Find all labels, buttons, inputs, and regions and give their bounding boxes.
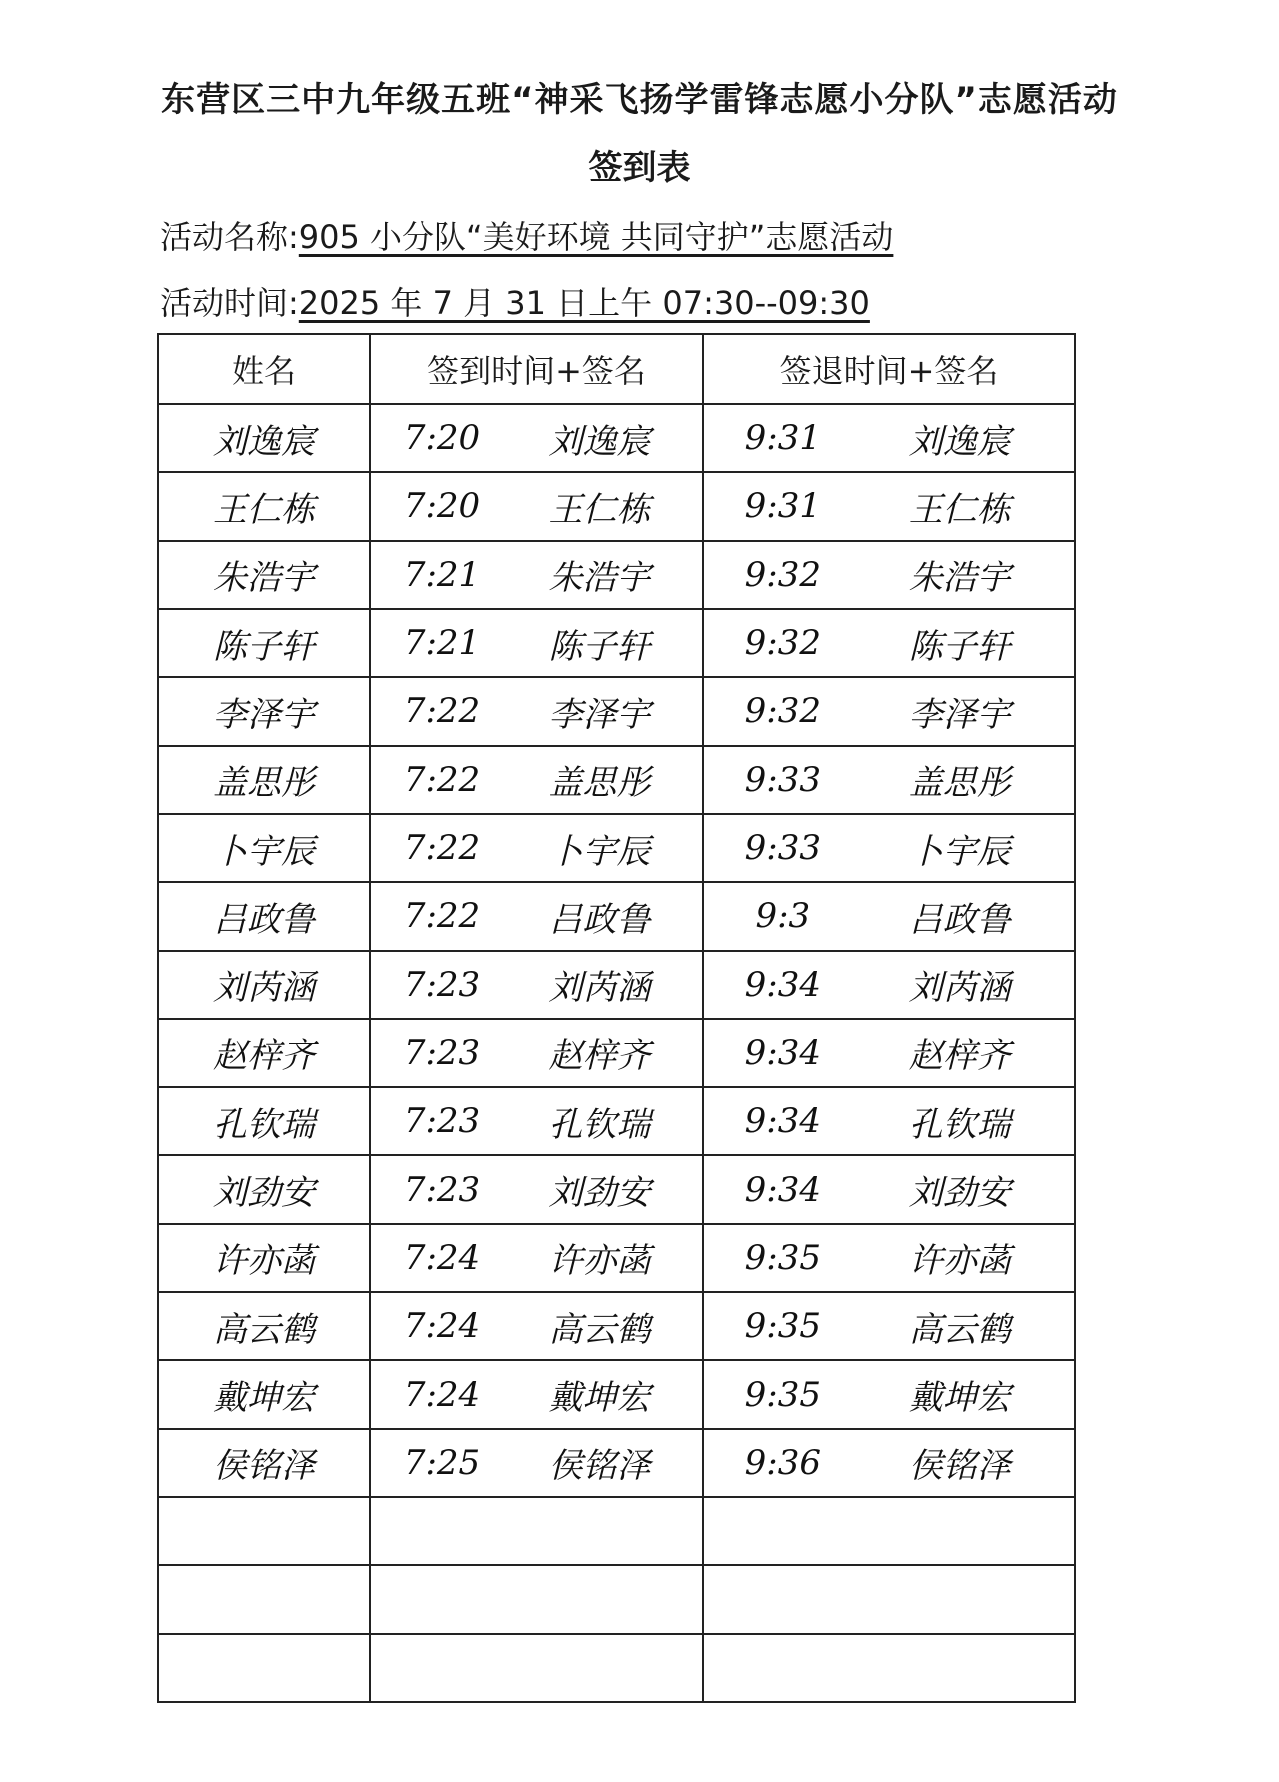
sign-in-signature: 卜宇辰 (548, 831, 651, 872)
activity-name-label: 活动名称: (160, 218, 299, 256)
sign-out-cell (703, 1224, 1075, 1292)
sign-in-time: 7:22 (403, 828, 481, 869)
student-name: 赵梓齐 (213, 1036, 315, 1077)
student-name: 戴坤宏 (213, 1378, 315, 1419)
sign-out-time: 9:31 (744, 486, 821, 527)
student-name: 孔钦瑞 (213, 1104, 315, 1145)
sign-out-cell (703, 1565, 1075, 1633)
table-row (158, 1360, 1075, 1428)
activity-name-line (160, 212, 893, 258)
sign-in-cell (370, 1634, 703, 1702)
sign-out-signature: 许亦菡 (908, 1241, 1011, 1282)
name-cell (158, 609, 370, 677)
table-row (158, 1634, 1075, 1702)
table-row (158, 404, 1075, 472)
sign-out-cell (703, 1429, 1075, 1497)
table-row (158, 746, 1075, 814)
activity-time-value: 2025 年 7 月 31 日上午 07:30--09:30 (298, 284, 870, 322)
sign-out-time: 9:34 (744, 1101, 821, 1142)
table-row (158, 951, 1075, 1019)
sign-out-cell (703, 404, 1075, 472)
sign-out-signature: 高云鹤 (908, 1309, 1011, 1350)
sign-in-time: 7:25 (403, 1442, 481, 1483)
sign-out-cell (703, 677, 1075, 745)
sign-out-signature: 刘芮涵 (908, 968, 1011, 1009)
column-header-sign-out: 签退时间+签名 (703, 334, 1075, 404)
column-header-name: 姓名 (158, 334, 370, 404)
student-name: 朱浩宇 (213, 558, 315, 599)
sign-out-time: 9:34 (744, 1032, 821, 1073)
sign-out-signature: 王仁栋 (908, 489, 1011, 530)
student-name: 刘劲安 (213, 1173, 315, 1214)
table-row (158, 1019, 1075, 1087)
sign-in-time: 7:24 (403, 1237, 481, 1278)
sign-in-cell (370, 1224, 703, 1292)
student-name: 侯铭泽 (213, 1446, 315, 1487)
sign-in-time: 7:23 (403, 964, 481, 1005)
name-cell (158, 1019, 370, 1087)
student-name: 盖思彤 (213, 763, 315, 804)
sign-in-cell (370, 1292, 703, 1360)
sign-out-time: 9:34 (744, 1169, 821, 1210)
sign-out-time: 9:35 (744, 1374, 821, 1415)
sign-out-cell (703, 882, 1075, 950)
name-cell (158, 814, 370, 882)
sign-out-signature: 刘劲安 (908, 1173, 1011, 1214)
sign-in-signature: 盖思彤 (548, 763, 651, 804)
sign-in-time: 7:21 (403, 623, 481, 664)
table-row (158, 1565, 1075, 1633)
sign-out-signature: 陈子轩 (908, 626, 1011, 667)
table-row (158, 1155, 1075, 1223)
name-cell (158, 1155, 370, 1223)
sign-in-time: 7:23 (403, 1101, 481, 1142)
student-name: 吕政鲁 (213, 899, 315, 940)
sign-in-cell (370, 1155, 703, 1223)
name-cell (158, 404, 370, 472)
sign-out-cell (703, 951, 1075, 1019)
sign-in-time: 7:23 (403, 1032, 481, 1073)
name-cell (158, 541, 370, 609)
sign-in-signature: 高云鹤 (548, 1309, 651, 1350)
table-row (158, 1224, 1075, 1292)
student-name: 刘芮涵 (213, 968, 315, 1009)
sign-out-time: 9:36 (744, 1442, 821, 1483)
table-row (158, 677, 1075, 745)
sign-in-cell (370, 746, 703, 814)
table-row (158, 1292, 1075, 1360)
sign-in-signature: 戴坤宏 (548, 1378, 651, 1419)
sign-out-signature: 吕政鲁 (908, 899, 1011, 940)
sign-in-signature: 朱浩宇 (548, 558, 651, 599)
sign-in-time: 7:24 (403, 1306, 481, 1347)
student-name: 高云鹤 (213, 1309, 315, 1350)
sign-in-cell (370, 404, 703, 472)
document-title: 东营区三中九年级五班“神采飞扬学雷锋志愿小分队”志愿活动 (161, 80, 1118, 120)
name-cell (158, 1292, 370, 1360)
document-subtitle: 签到表 (588, 148, 691, 188)
activity-time-label: 活动时间: (160, 284, 299, 322)
sign-in-cell (370, 1497, 703, 1565)
name-cell (158, 677, 370, 745)
sign-in-cell (370, 1565, 703, 1633)
sign-out-time: 9:32 (744, 554, 821, 595)
sign-out-time: 9:34 (744, 964, 821, 1005)
sign-out-signature: 李泽宇 (908, 694, 1011, 735)
name-cell (158, 951, 370, 1019)
sign-in-signature: 陈子轩 (548, 626, 651, 667)
activity-time-line (160, 278, 870, 324)
sign-in-cell (370, 541, 703, 609)
table-row (158, 1087, 1075, 1155)
sign-out-cell (703, 472, 1075, 540)
sign-in-cell (370, 472, 703, 540)
sign-in-signature: 李泽宇 (548, 694, 651, 735)
student-name: 陈子轩 (213, 626, 315, 667)
sign-in-signature: 侯铭泽 (548, 1446, 651, 1487)
sign-in-cell (370, 1429, 703, 1497)
sign-in-time: 7:22 (403, 896, 481, 937)
sign-out-signature: 侯铭泽 (908, 1446, 1011, 1487)
table-row (158, 472, 1075, 540)
sign-in-signature: 王仁栋 (548, 489, 651, 530)
table-row (158, 609, 1075, 677)
sign-out-signature: 刘逸宸 (908, 421, 1011, 462)
sign-out-time: 9:32 (744, 691, 821, 732)
name-cell (158, 1565, 370, 1633)
student-name: 卜宇辰 (213, 831, 315, 872)
name-cell (158, 1497, 370, 1565)
sign-out-cell (703, 1155, 1075, 1223)
sign-in-cell (370, 951, 703, 1019)
table-row (158, 882, 1075, 950)
sign-in-cell (370, 609, 703, 677)
sign-in-time: 7:23 (403, 1169, 481, 1210)
sign-in-cell (370, 1360, 703, 1428)
table-header-row (158, 334, 1075, 404)
sign-in-cell (370, 882, 703, 950)
sign-out-signature: 戴坤宏 (908, 1378, 1011, 1419)
sign-out-signature: 赵梓齐 (908, 1036, 1011, 1077)
sign-out-cell (703, 609, 1075, 677)
sign-in-signature: 刘芮涵 (548, 968, 651, 1009)
sign-out-cell (703, 1019, 1075, 1087)
sign-out-cell (703, 814, 1075, 882)
sign-out-cell (703, 1497, 1075, 1565)
sign-out-signature: 孔钦瑞 (908, 1104, 1011, 1145)
sign-in-signature: 赵梓齐 (548, 1036, 651, 1077)
sign-in-time: 7:20 (403, 486, 481, 527)
column-header-sign-in: 签到时间+签名 (370, 334, 703, 404)
sign-in-table (157, 333, 1076, 1703)
sign-out-cell (703, 1360, 1075, 1428)
sign-in-signature: 刘劲安 (548, 1173, 651, 1214)
sign-out-cell (703, 1087, 1075, 1155)
name-cell (158, 746, 370, 814)
sign-in-time: 7:21 (403, 554, 481, 595)
sign-in-time: 7:20 (403, 418, 481, 459)
sign-out-cell (703, 1292, 1075, 1360)
sign-in-cell (370, 814, 703, 882)
student-name: 李泽宇 (213, 694, 315, 735)
table-row (158, 1429, 1075, 1497)
sign-out-cell (703, 1634, 1075, 1702)
name-cell (158, 1087, 370, 1155)
sign-in-signature: 许亦菡 (548, 1241, 651, 1282)
sign-out-time: 9:35 (744, 1237, 821, 1278)
sign-in-time: 7:24 (403, 1374, 481, 1415)
sign-out-signature: 朱浩宇 (908, 558, 1011, 599)
sign-out-time: 9:35 (744, 1306, 821, 1347)
table-row (158, 814, 1075, 882)
sign-in-signature: 吕政鲁 (548, 899, 651, 940)
sign-in-cell (370, 1087, 703, 1155)
sign-out-signature: 卜宇辰 (908, 831, 1011, 872)
sign-in-time: 7:22 (403, 691, 481, 732)
name-cell (158, 1634, 370, 1702)
sign-out-time: 9:33 (744, 828, 821, 869)
sign-out-time: 9:32 (744, 623, 821, 664)
sign-in-cell (370, 677, 703, 745)
sign-out-cell (703, 541, 1075, 609)
name-cell (158, 1360, 370, 1428)
table-row (158, 1497, 1075, 1565)
sign-out-time: 9:31 (744, 418, 821, 459)
sign-out-signature: 盖思彤 (908, 763, 1011, 804)
sign-in-signature: 孔钦瑞 (548, 1104, 651, 1145)
name-cell (158, 472, 370, 540)
sign-in-cell (370, 1019, 703, 1087)
student-name: 许亦菡 (213, 1241, 315, 1282)
name-cell (158, 1224, 370, 1292)
sign-in-time: 7:22 (403, 759, 481, 800)
table-row (158, 541, 1075, 609)
sign-out-time: 9:3 (755, 896, 811, 937)
student-name: 刘逸宸 (213, 421, 315, 462)
activity-name-value: 905 小分队“美好环境 共同守护”志愿活动 (298, 218, 894, 256)
sign-out-time: 9:33 (744, 759, 821, 800)
name-cell (158, 882, 370, 950)
sign-out-cell (703, 746, 1075, 814)
name-cell (158, 1429, 370, 1497)
sign-in-signature: 刘逸宸 (548, 421, 651, 462)
student-name: 王仁栋 (213, 489, 315, 530)
